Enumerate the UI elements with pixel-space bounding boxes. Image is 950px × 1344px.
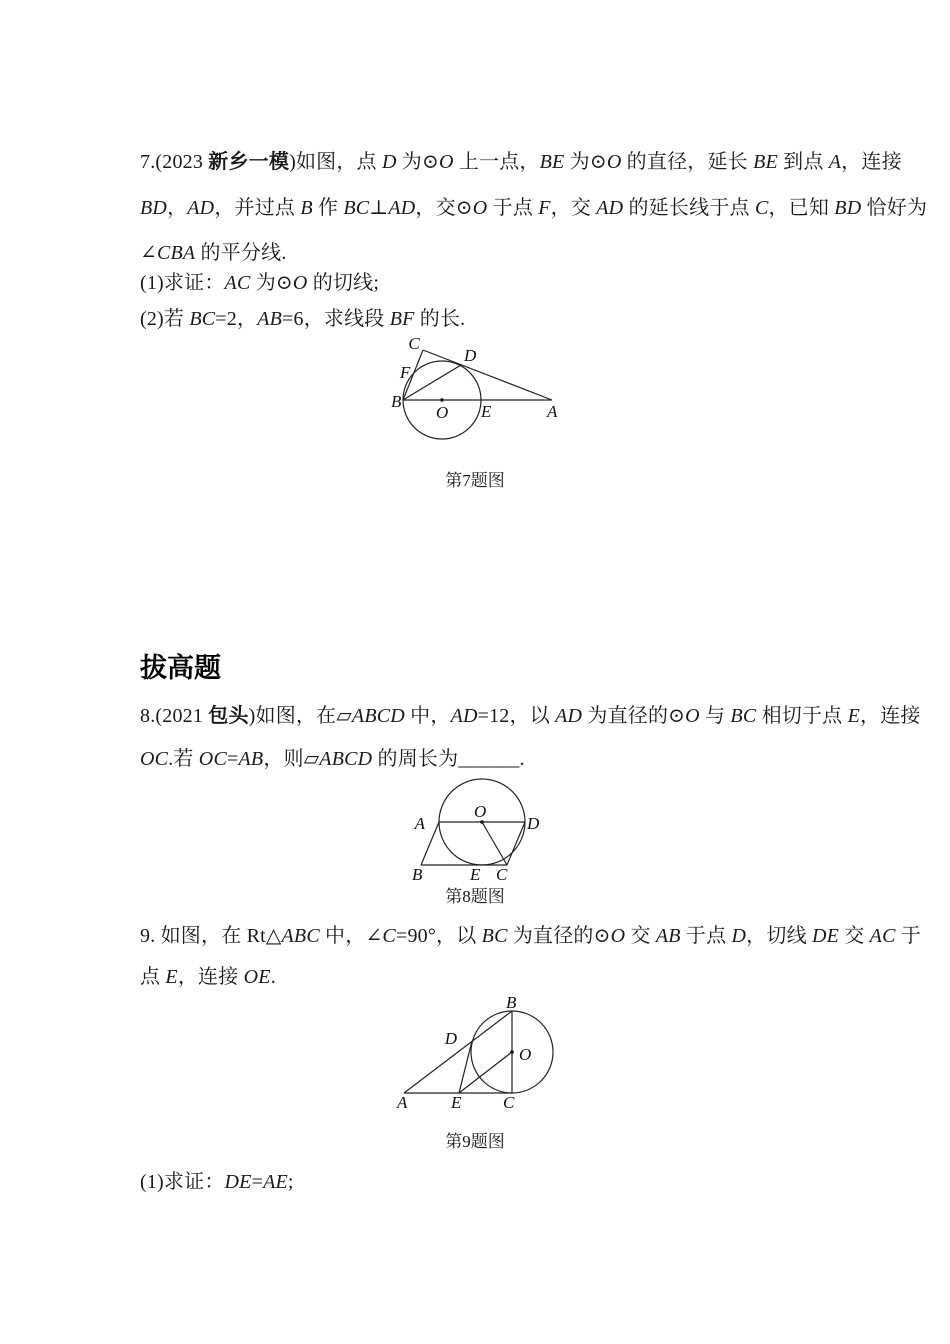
figure-8-label-B: B bbox=[412, 865, 423, 884]
figure-7-label-E: E bbox=[481, 402, 492, 421]
problem-8-line-2: OC.若 OC=AB，则▱ABCD 的周长为______. bbox=[140, 748, 525, 770]
figure-8-line-OC bbox=[482, 822, 507, 865]
figure-7-caption: 第7题图 bbox=[445, 471, 505, 490]
problem-9-line-2: 点 E，连接 OE. bbox=[140, 966, 276, 988]
figure-9-label-D: D bbox=[444, 1029, 457, 1048]
figure-7-label-D: D bbox=[464, 346, 477, 365]
figure-7-label-F: F bbox=[400, 363, 411, 382]
figure-7-line-BD bbox=[403, 365, 461, 400]
figure-9-center-dot bbox=[510, 1050, 514, 1054]
figure-8-caption: 第8题图 bbox=[445, 887, 505, 906]
figure-9-label-E: E bbox=[451, 1093, 462, 1112]
problem-7-subquestion-2: (2)若 BC=2，AB=6，求线段 BF 的长. bbox=[140, 308, 466, 330]
figure-7-label-A: A bbox=[547, 402, 558, 421]
figure-8-label-E: E bbox=[470, 865, 481, 884]
figure-9-line-OE bbox=[459, 1052, 512, 1093]
figure-8-label-A: A bbox=[414, 814, 425, 833]
problem-7-line-3: ∠CBA 的平分线. bbox=[140, 242, 287, 264]
problem-7-line-2: BD，AD，并过点 B 作 BC⊥AD，交⊙O 于点 F，交 AD 的延长线于点 C，已知 BD 恰好为 bbox=[140, 197, 928, 219]
figure-9-line-AB bbox=[404, 1011, 512, 1093]
figure-8-label-O: O bbox=[474, 802, 487, 821]
figure-8-label-C: C bbox=[496, 865, 508, 884]
figure-9-label-B: B bbox=[506, 993, 517, 1012]
problem-7-line-1: 7.(2023 新乡一模)如图，点 D 为⊙O 上一点，BE 为⊙O 的直径，延长 BE 到点 A，连接 bbox=[140, 151, 902, 173]
figure-7-center-dot bbox=[440, 398, 444, 402]
problem-7-subquestion-1: (1)求证：AC 为⊙O 的切线; bbox=[140, 272, 380, 294]
problem-8-line-1: 8.(2021 包头)如图，在▱ABCD 中，AD=12，以 AD 为直径的⊙O 与 BC 相切于点 E，连接 bbox=[140, 705, 921, 727]
figure-7-label-B: B bbox=[391, 392, 402, 411]
section-header: 拔高题 bbox=[140, 653, 221, 683]
figure-9-drawing bbox=[390, 994, 570, 1116]
figure-9-caption: 第9题图 bbox=[445, 1132, 505, 1151]
figure-7-label-C: C bbox=[408, 334, 420, 353]
problem-9-line-1: 9. 如图，在 Rt△ABC 中，∠C=90°，以 BC 为直径的⊙O 交 AB 于点 D，切线 DE 交 AC 于 bbox=[140, 925, 922, 947]
figure-7-label-O: O bbox=[436, 403, 449, 422]
figure-7-line-CA bbox=[423, 350, 552, 400]
figure-9-label-A: A bbox=[397, 1093, 408, 1112]
figure-8-label-D: D bbox=[527, 814, 540, 833]
figure-8-drawing bbox=[405, 770, 575, 886]
figure-9-label-C: C bbox=[503, 1093, 515, 1112]
figure-7-drawing bbox=[370, 333, 585, 463]
problem-9-subquestion-1: (1)求证：DE=AE; bbox=[140, 1171, 294, 1193]
figure-9-label-O: O bbox=[519, 1045, 532, 1064]
figure-8-line-CD bbox=[507, 822, 525, 865]
